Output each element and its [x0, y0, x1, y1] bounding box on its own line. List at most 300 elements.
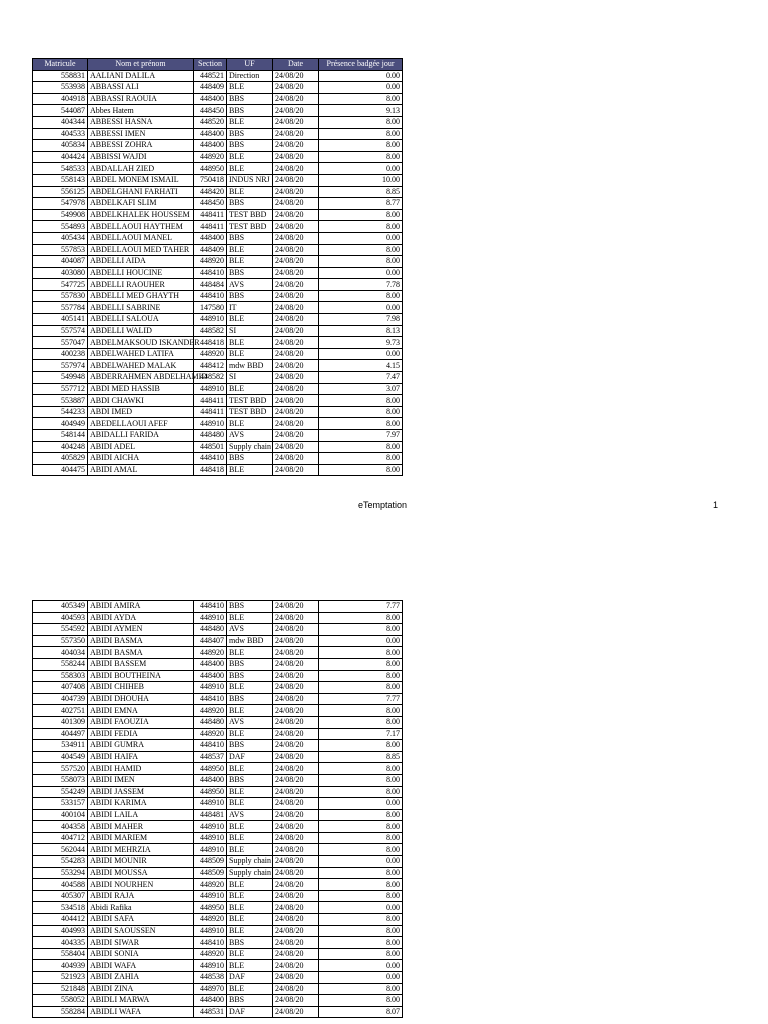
section-cell: 448480: [194, 716, 227, 728]
section-cell: 448484: [194, 279, 227, 291]
matricule-cell: 558052: [33, 995, 88, 1007]
presence-cell: 4.15: [319, 360, 403, 372]
matricule-cell: 557784: [33, 302, 88, 314]
section-cell: 448400: [194, 670, 227, 682]
section-cell: 448910: [194, 925, 227, 937]
table-row: [33, 925, 403, 937]
name-cell: ABDELWAHED MALAK: [88, 360, 194, 372]
date-cell: 24/08/20: [273, 325, 319, 337]
section-cell: 448910: [194, 383, 227, 395]
date-cell: 24/08/20: [273, 174, 319, 186]
matricule-cell: 404248: [33, 441, 88, 453]
matricule-cell: 405141: [33, 314, 88, 326]
table-row: [33, 348, 403, 360]
matricule-cell: 558831: [33, 70, 88, 82]
table-row: [33, 867, 403, 879]
header-uf: UF: [227, 59, 273, 71]
matricule-cell: 404949: [33, 418, 88, 430]
uf-cell: BLE: [227, 186, 273, 198]
presence-cell: 8.00: [319, 140, 403, 152]
uf-cell: BBS: [227, 128, 273, 140]
date-cell: 24/08/20: [273, 902, 319, 914]
name-cell: ABDELLI HOUCINE: [88, 267, 194, 279]
presence-cell: 8.00: [319, 763, 403, 775]
table-row: [33, 198, 403, 210]
matricule-cell: 405834: [33, 140, 88, 152]
table-row: [33, 890, 403, 902]
matricule-cell: 558143: [33, 174, 88, 186]
section-cell: 448418: [194, 464, 227, 476]
date-cell: 24/08/20: [273, 383, 319, 395]
table-row: [33, 763, 403, 775]
name-cell: ABEDELLAOUI AFEF: [88, 418, 194, 430]
table-row: [33, 151, 403, 163]
matricule-cell: 533157: [33, 798, 88, 810]
date-cell: 24/08/20: [273, 441, 319, 453]
uf-cell: BBS: [227, 105, 273, 117]
header-date: Date: [273, 59, 319, 71]
date-cell: 24/08/20: [273, 612, 319, 624]
name-cell: ABIDI WAFA: [88, 960, 194, 972]
matricule-cell: 553294: [33, 867, 88, 879]
matricule-cell: 404533: [33, 128, 88, 140]
uf-cell: BBS: [227, 140, 273, 152]
date-cell: 24/08/20: [273, 140, 319, 152]
table-row: [33, 279, 403, 291]
section-cell: 448410: [194, 937, 227, 949]
section-cell: 448450: [194, 105, 227, 117]
matricule-cell: 402751: [33, 705, 88, 717]
section-cell: 448920: [194, 348, 227, 360]
name-cell: ABIDI SIWAR: [88, 937, 194, 949]
matricule-cell: 557830: [33, 290, 88, 302]
date-cell: 24/08/20: [273, 453, 319, 465]
table-row: [33, 453, 403, 465]
name-cell: Abbes Hatem: [88, 105, 194, 117]
table-row: [33, 844, 403, 856]
table-row: [33, 290, 403, 302]
table-row: [33, 209, 403, 221]
name-cell: ABIDI BASSEM: [88, 658, 194, 670]
attendance-table: [32, 600, 403, 1018]
name-cell: ABBESSI IMEN: [88, 128, 194, 140]
uf-cell: BLE: [227, 647, 273, 659]
name-cell: ABDELLAOUI HAYTHEM: [88, 221, 194, 233]
matricule-cell: 547725: [33, 279, 88, 291]
matricule-cell: 558244: [33, 658, 88, 670]
table-row: [33, 1006, 403, 1018]
name-cell: ABDELLI AIDA: [88, 256, 194, 268]
uf-cell: BLE: [227, 960, 273, 972]
matricule-cell: 404993: [33, 925, 88, 937]
matricule-cell: 558303: [33, 670, 88, 682]
uf-cell: TEST BBD: [227, 209, 273, 221]
section-cell: 448910: [194, 890, 227, 902]
section-cell: 448412: [194, 360, 227, 372]
date-cell: 24/08/20: [273, 105, 319, 117]
matricule-cell: 400104: [33, 809, 88, 821]
section-cell: 448920: [194, 151, 227, 163]
date-cell: 24/08/20: [273, 82, 319, 94]
name-cell: ABIDLI MARWA: [88, 995, 194, 1007]
date-cell: 24/08/20: [273, 116, 319, 128]
table-row: [33, 647, 403, 659]
table-row: [33, 314, 403, 326]
presence-cell: 8.00: [319, 256, 403, 268]
date-cell: 24/08/20: [273, 418, 319, 430]
matricule-cell: 403080: [33, 267, 88, 279]
date-cell: 24/08/20: [273, 844, 319, 856]
uf-cell: BLE: [227, 244, 273, 256]
table-row: [33, 441, 403, 453]
name-cell: ABDELKHALEK HOUSSEM: [88, 209, 194, 221]
header-row: [33, 59, 403, 71]
date-cell: 24/08/20: [273, 728, 319, 740]
presence-cell: 8.00: [319, 128, 403, 140]
uf-cell: DAF: [227, 751, 273, 763]
date-cell: 24/08/20: [273, 128, 319, 140]
date-cell: 24/08/20: [273, 914, 319, 926]
date-cell: 24/08/20: [273, 70, 319, 82]
date-cell: 24/08/20: [273, 937, 319, 949]
matricule-cell: 404358: [33, 821, 88, 833]
table-row: [33, 972, 403, 984]
section-cell: 448950: [194, 902, 227, 914]
section-cell: 448411: [194, 221, 227, 233]
table-row: [33, 798, 403, 810]
section-cell: 448970: [194, 983, 227, 995]
name-cell: ABDELLI RAOUHER: [88, 279, 194, 291]
section-cell: 448481: [194, 809, 227, 821]
section-cell: 448950: [194, 763, 227, 775]
uf-cell: TEST BBD: [227, 406, 273, 418]
date-cell: 24/08/20: [273, 832, 319, 844]
table-row: [33, 948, 403, 960]
uf-cell: BBS: [227, 198, 273, 210]
section-cell: 448920: [194, 914, 227, 926]
uf-cell: BBS: [227, 232, 273, 244]
table-row: [33, 786, 403, 798]
name-cell: ABIDI BASMA: [88, 647, 194, 659]
presence-cell: 0.00: [319, 70, 403, 82]
section-cell: 448920: [194, 705, 227, 717]
date-cell: 24/08/20: [273, 232, 319, 244]
name-cell: ABBESSI HASNA: [88, 116, 194, 128]
presence-cell: 8.00: [319, 705, 403, 717]
matricule-cell: 404593: [33, 612, 88, 624]
presence-cell: 8.85: [319, 751, 403, 763]
date-cell: 24/08/20: [273, 209, 319, 221]
table-row: [33, 360, 403, 372]
date-cell: 24/08/20: [273, 635, 319, 647]
attendance-table: [32, 58, 403, 476]
name-cell: ABIDI JASSEM: [88, 786, 194, 798]
name-cell: ABDI CHAWKI: [88, 395, 194, 407]
name-cell: ABDELKAFI SLIM: [88, 198, 194, 210]
name-cell: ABIDI CHIHEB: [88, 682, 194, 694]
uf-cell: BLE: [227, 879, 273, 891]
name-cell: ABIDI MARIEM: [88, 832, 194, 844]
matricule-cell: 404588: [33, 879, 88, 891]
date-cell: 24/08/20: [273, 716, 319, 728]
uf-cell: BLE: [227, 925, 273, 937]
date-cell: 24/08/20: [273, 972, 319, 984]
presence-cell: 8.00: [319, 948, 403, 960]
table-body: [33, 601, 403, 1018]
section-cell: 448400: [194, 140, 227, 152]
date-cell: 24/08/20: [273, 430, 319, 442]
date-cell: 24/08/20: [273, 198, 319, 210]
table-row: [33, 256, 403, 268]
uf-cell: BLE: [227, 832, 273, 844]
table-row: [33, 244, 403, 256]
date-cell: 24/08/20: [273, 890, 319, 902]
presence-cell: 8.00: [319, 832, 403, 844]
section-cell: 448400: [194, 128, 227, 140]
section-cell: 448582: [194, 372, 227, 384]
name-cell: ABIDI FAOUZIA: [88, 716, 194, 728]
table-row: [33, 221, 403, 233]
name-cell: ABDELLI MED GHAYTH: [88, 290, 194, 302]
uf-cell: DAF: [227, 1006, 273, 1018]
table-row: [33, 395, 403, 407]
presence-cell: 9.13: [319, 105, 403, 117]
uf-cell: BLE: [227, 948, 273, 960]
date-cell: 24/08/20: [273, 163, 319, 175]
matricule-cell: 404739: [33, 693, 88, 705]
presence-cell: 8.00: [319, 464, 403, 476]
section-cell: 448531: [194, 1006, 227, 1018]
presence-cell: 8.00: [319, 624, 403, 636]
uf-cell: BBS: [227, 670, 273, 682]
matricule-cell: 404034: [33, 647, 88, 659]
presence-cell: 8.85: [319, 186, 403, 198]
name-cell: ABIDI HAIFA: [88, 751, 194, 763]
name-cell: ABIDI ADEL: [88, 441, 194, 453]
table-row: [33, 751, 403, 763]
table-row: [33, 232, 403, 244]
uf-cell: AVS: [227, 279, 273, 291]
matricule-cell: 557853: [33, 244, 88, 256]
presence-cell: 8.00: [319, 925, 403, 937]
date-cell: 24/08/20: [273, 601, 319, 613]
section-cell: 448920: [194, 647, 227, 659]
presence-cell: 7.98: [319, 314, 403, 326]
date-cell: 24/08/20: [273, 348, 319, 360]
section-cell: 448411: [194, 406, 227, 418]
name-cell: ABIDI MOUNIR: [88, 856, 194, 868]
section-cell: 448910: [194, 844, 227, 856]
section-cell: 448910: [194, 682, 227, 694]
presence-cell: 3.07: [319, 383, 403, 395]
date-cell: 24/08/20: [273, 464, 319, 476]
date-cell: 24/08/20: [273, 809, 319, 821]
section-cell: 448950: [194, 163, 227, 175]
name-cell: ABDI IMED: [88, 406, 194, 418]
matricule-cell: 404549: [33, 751, 88, 763]
name-cell: ABIDI AYMEN: [88, 624, 194, 636]
date-cell: 24/08/20: [273, 821, 319, 833]
header-section: Section: [194, 59, 227, 71]
uf-cell: BLE: [227, 705, 273, 717]
presence-cell: 8.00: [319, 453, 403, 465]
uf-cell: BBS: [227, 267, 273, 279]
matricule-cell: 405307: [33, 890, 88, 902]
section-cell: 448910: [194, 821, 227, 833]
presence-cell: 0.00: [319, 635, 403, 647]
table-body: [33, 70, 403, 476]
date-cell: 24/08/20: [273, 786, 319, 798]
date-cell: 24/08/20: [273, 693, 319, 705]
name-cell: ABIDI BASMA: [88, 635, 194, 647]
section-cell: 448501: [194, 441, 227, 453]
table-row: [33, 82, 403, 94]
matricule-cell: 405829: [33, 453, 88, 465]
name-cell: ABIDI AMIRA: [88, 601, 194, 613]
uf-cell: AVS: [227, 624, 273, 636]
section-cell: 448411: [194, 209, 227, 221]
matricule-cell: 562044: [33, 844, 88, 856]
name-cell: ABDELLAOUI MED TAHER: [88, 244, 194, 256]
presence-cell: 8.00: [319, 647, 403, 659]
table-row: [33, 821, 403, 833]
uf-cell: BLE: [227, 914, 273, 926]
date-cell: 24/08/20: [273, 856, 319, 868]
matricule-cell: 558404: [33, 948, 88, 960]
name-cell: ABIDI MEHRZIA: [88, 844, 194, 856]
presence-cell: 8.00: [319, 395, 403, 407]
name-cell: ABIDI BOUTHEINA: [88, 670, 194, 682]
name-cell: ABIDI AYDA: [88, 612, 194, 624]
matricule-cell: 549948: [33, 372, 88, 384]
name-cell: ABDELLI SALOUA: [88, 314, 194, 326]
name-cell: ABBASSI RAOUIA: [88, 93, 194, 105]
presence-cell: 0.00: [319, 82, 403, 94]
date-cell: 24/08/20: [273, 624, 319, 636]
uf-cell: BBS: [227, 93, 273, 105]
date-cell: 24/08/20: [273, 995, 319, 1007]
presence-cell: 8.00: [319, 774, 403, 786]
table-row: [33, 418, 403, 430]
section-cell: 448450: [194, 198, 227, 210]
name-cell: AALIANI DALILA: [88, 70, 194, 82]
name-cell: ABDELLI SABRINE: [88, 302, 194, 314]
table-row: [33, 406, 403, 418]
matricule-cell: 549908: [33, 209, 88, 221]
table-row: [33, 612, 403, 624]
section-cell: 448400: [194, 93, 227, 105]
name-cell: ABIDI AMAL: [88, 464, 194, 476]
table-row: [33, 267, 403, 279]
name-cell: ABDELLI WALID: [88, 325, 194, 337]
table-row: [33, 983, 403, 995]
section-cell: 448910: [194, 960, 227, 972]
matricule-cell: 404497: [33, 728, 88, 740]
footer-app-name: eTemptation: [358, 500, 408, 510]
uf-cell: Direction: [227, 70, 273, 82]
presence-cell: 0.00: [319, 902, 403, 914]
name-cell: ABDI MED HASSIB: [88, 383, 194, 395]
section-cell: 448910: [194, 418, 227, 430]
uf-cell: BBS: [227, 995, 273, 1007]
table-row: [33, 728, 403, 740]
matricule-cell: 544087: [33, 105, 88, 117]
matricule-cell: 544233: [33, 406, 88, 418]
uf-cell: Supply chain: [227, 867, 273, 879]
table-row: [33, 430, 403, 442]
section-cell: 448910: [194, 612, 227, 624]
date-cell: 24/08/20: [273, 647, 319, 659]
date-cell: 24/08/20: [273, 670, 319, 682]
header-name: Nom et prénom: [88, 59, 194, 71]
uf-cell: INDUS NRJ: [227, 174, 273, 186]
matricule-cell: 404918: [33, 93, 88, 105]
section-cell: 448420: [194, 186, 227, 198]
table-row: [33, 693, 403, 705]
matricule-cell: 534911: [33, 740, 88, 752]
section-cell: 448407: [194, 635, 227, 647]
header-matricule: Matricule: [33, 59, 88, 71]
presence-cell: 0.00: [319, 163, 403, 175]
matricule-cell: 534518: [33, 902, 88, 914]
section-cell: 448520: [194, 116, 227, 128]
table-row: [33, 325, 403, 337]
section-cell: 448400: [194, 232, 227, 244]
date-cell: 24/08/20: [273, 244, 319, 256]
uf-cell: BLE: [227, 798, 273, 810]
presence-cell: 0.00: [319, 267, 403, 279]
matricule-cell: 404939: [33, 960, 88, 972]
name-cell: ABIDI LAILA: [88, 809, 194, 821]
date-cell: 24/08/20: [273, 948, 319, 960]
uf-cell: BBS: [227, 453, 273, 465]
matricule-cell: 556125: [33, 186, 88, 198]
presence-cell: 0.00: [319, 302, 403, 314]
presence-cell: 10.00: [319, 174, 403, 186]
presence-cell: 8.00: [319, 821, 403, 833]
table-row: [33, 140, 403, 152]
section-cell: 448920: [194, 879, 227, 891]
uf-cell: BLE: [227, 902, 273, 914]
section-cell: 448920: [194, 948, 227, 960]
table-row: [33, 856, 403, 868]
uf-cell: BLE: [227, 116, 273, 128]
section-cell: 448537: [194, 751, 227, 763]
uf-cell: BLE: [227, 844, 273, 856]
name-cell: ABIDI NOURHEN: [88, 879, 194, 891]
presence-cell: 8.00: [319, 209, 403, 221]
presence-cell: 8.00: [319, 995, 403, 1007]
section-cell: 448480: [194, 430, 227, 442]
table-row: [33, 658, 403, 670]
uf-cell: BLE: [227, 890, 273, 902]
uf-cell: BLE: [227, 418, 273, 430]
matricule-cell: 554893: [33, 221, 88, 233]
date-cell: 24/08/20: [273, 221, 319, 233]
matricule-cell: 557574: [33, 325, 88, 337]
matricule-cell: 557047: [33, 337, 88, 349]
uf-cell: BBS: [227, 740, 273, 752]
date-cell: 24/08/20: [273, 774, 319, 786]
section-cell: 448538: [194, 972, 227, 984]
uf-cell: BLE: [227, 82, 273, 94]
date-cell: 24/08/20: [273, 256, 319, 268]
presence-cell: 8.00: [319, 867, 403, 879]
date-cell: 24/08/20: [273, 751, 319, 763]
matricule-cell: 557712: [33, 383, 88, 395]
table-row: [33, 670, 403, 682]
uf-cell: BLE: [227, 383, 273, 395]
